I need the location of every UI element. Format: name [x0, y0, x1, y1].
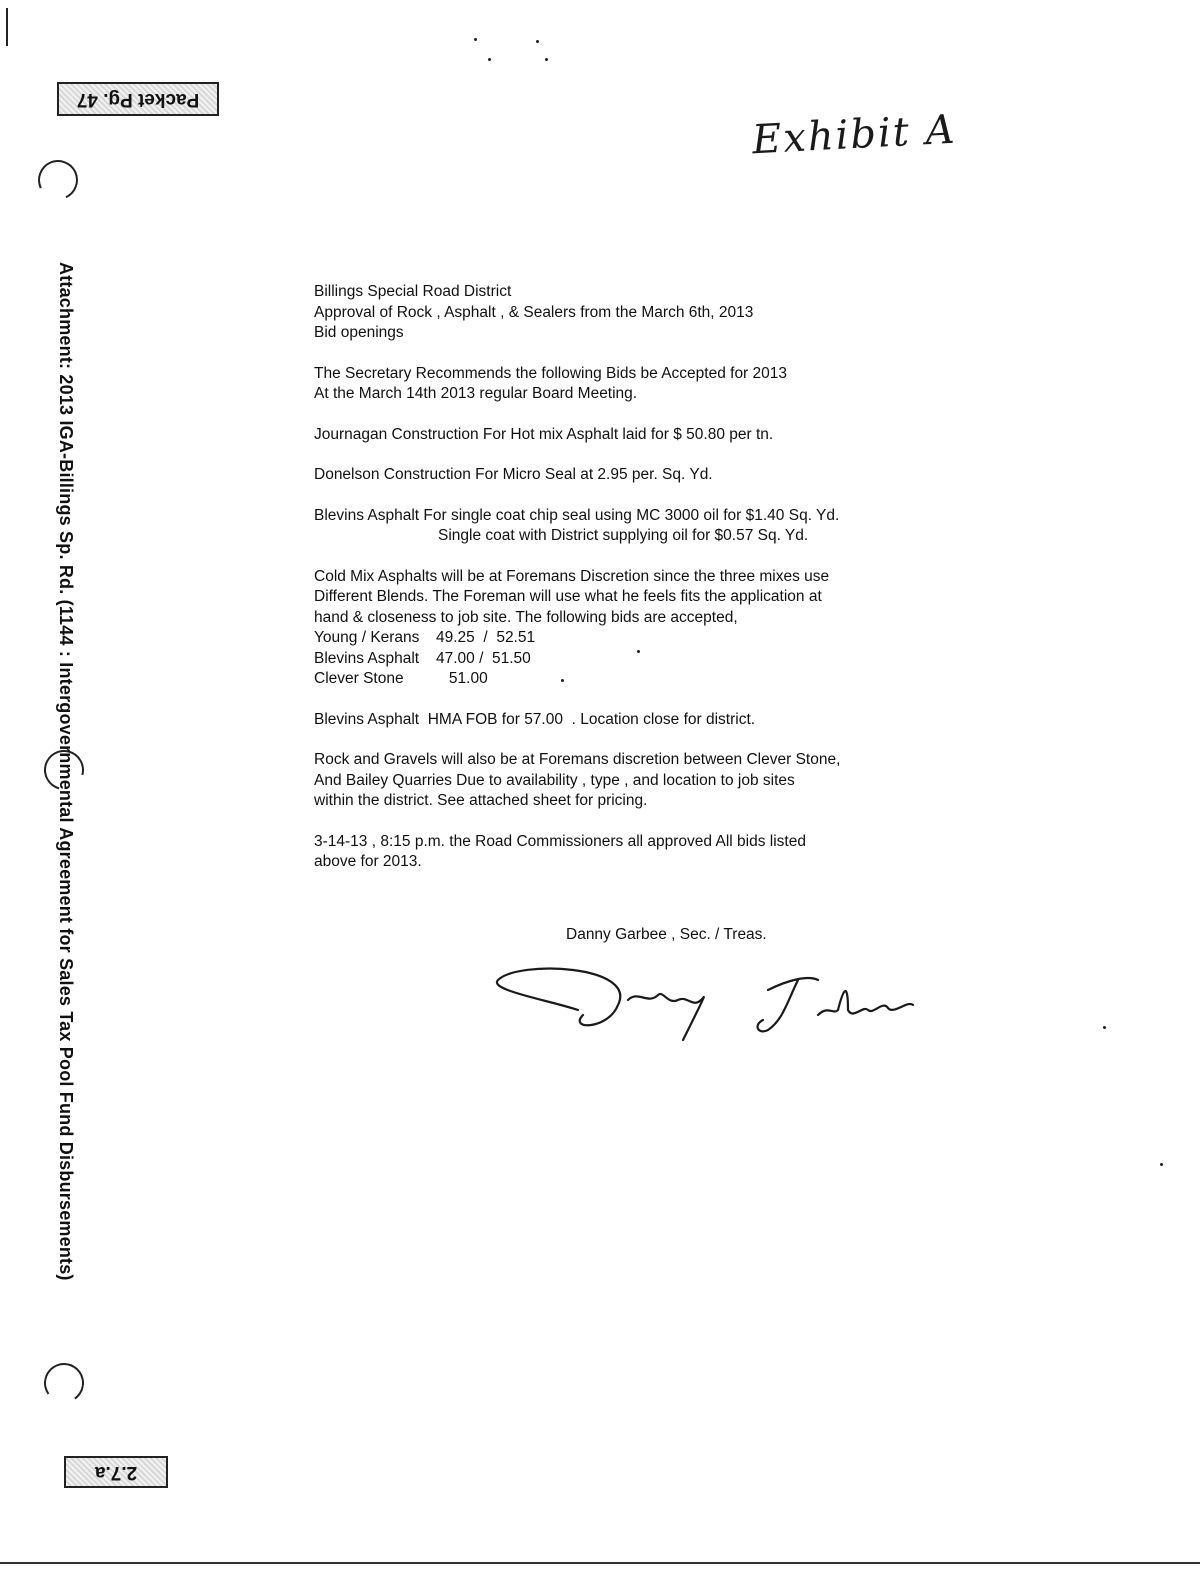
cold-mix-bid-row — [314, 649, 914, 670]
packet-page-text: Packet Pg. 47 — [76, 89, 200, 110]
approval-line: above for 2013. — [314, 853, 422, 870]
punch-hole-icon — [41, 1360, 87, 1406]
scan-speck — [1103, 1026, 1106, 1029]
cold-mix-bid-row — [314, 669, 914, 690]
attachment-label: Attachment: 2013 IGA-Billings Sp. Rd. (1144 : Intergovernmental Agreement for Sales Tax Pool Fund Disbursements) — [56, 262, 76, 1281]
recommendation-line: At the March 14th 2013 regular Board Meeting. — [314, 385, 638, 402]
micro-seal-bid: Donelson Construction For Micro Seal at 2.95 per. Sq. Yd. — [314, 466, 713, 483]
header-line: Bid openings — [314, 324, 404, 341]
item-number-text: 2.7.a — [94, 1462, 138, 1483]
hot-mix-bid: Journagan Construction For Hot mix Asphalt laid for $ 50.80 per tn. — [314, 425, 774, 443]
bidder-name: Clever Stone — [314, 670, 404, 687]
cold-mix-bid-row — [314, 628, 914, 649]
exhibit-label: Exhibit A — [750, 106, 958, 164]
hma-fob-bid: Blevins Asphalt HMA FOB for 57.00 . Location close for district. — [314, 710, 756, 728]
scan-speck — [536, 40, 539, 43]
handwritten-signature — [488, 960, 928, 1050]
recommendation-line: The Secretary Recommends the following Bids be Accepted for 2013 — [314, 364, 788, 382]
packet-page-stamp — [57, 82, 219, 116]
scan-speck — [545, 58, 548, 61]
scan-speck — [488, 58, 491, 61]
rock-gravel-line: And Bailey Quarries Due to availability , type , and location to job sites — [314, 771, 795, 789]
header-line: Approval of Rock , Asphalt , & Sealers from the March 6th, 2013 — [314, 303, 754, 321]
scan-speck — [474, 38, 477, 41]
cold-mix-line: Cold Mix Asphalts will be at Foremans Discretion since the three mixes use — [314, 567, 830, 585]
item-number-stamp — [64, 1456, 168, 1488]
letter-body — [314, 282, 914, 873]
cold-mix-line: hand & closeness to job site. The following bids are accepted, — [314, 608, 738, 626]
punch-hole-icon — [32, 154, 83, 205]
bidder-name: Blevins Asphalt — [314, 649, 420, 667]
bid-price: 51.00 — [436, 670, 488, 687]
bidder-name: Young / Kerans — [314, 629, 420, 646]
bid-price: 47.00 / 51.50 — [436, 649, 531, 667]
scan-bottom-edge — [0, 1562, 1200, 1564]
chip-seal-bid: Blevins Asphalt For single coat chip seal using MC 3000 oil for $1.40 Sq. Yd. — [314, 506, 840, 524]
rock-gravel-line: Rock and Gravels will also be at Foremans discretion between Clever Stone, — [314, 751, 841, 768]
scan-edge-mark — [6, 8, 8, 46]
cold-mix-line: Different Blends. The Foreman will use what he feels fits the application at — [314, 588, 822, 605]
header-line: Billings Special Road District — [314, 283, 512, 300]
signer-name: Danny Garbee , Sec. / Treas. — [566, 926, 767, 943]
approval-line: 3-14-13 , 8:15 p.m. the Road Commissioners all approved All bids listed — [314, 832, 806, 850]
scan-speck — [1160, 1163, 1163, 1166]
rock-gravel-line: within the district. See attached sheet for pricing. — [314, 792, 648, 809]
chip-seal-bid-alt: Single coat with District supplying oil for $0.57 Sq. Yd. — [438, 527, 809, 544]
bid-price: 49.25 / 52.51 — [436, 629, 536, 646]
